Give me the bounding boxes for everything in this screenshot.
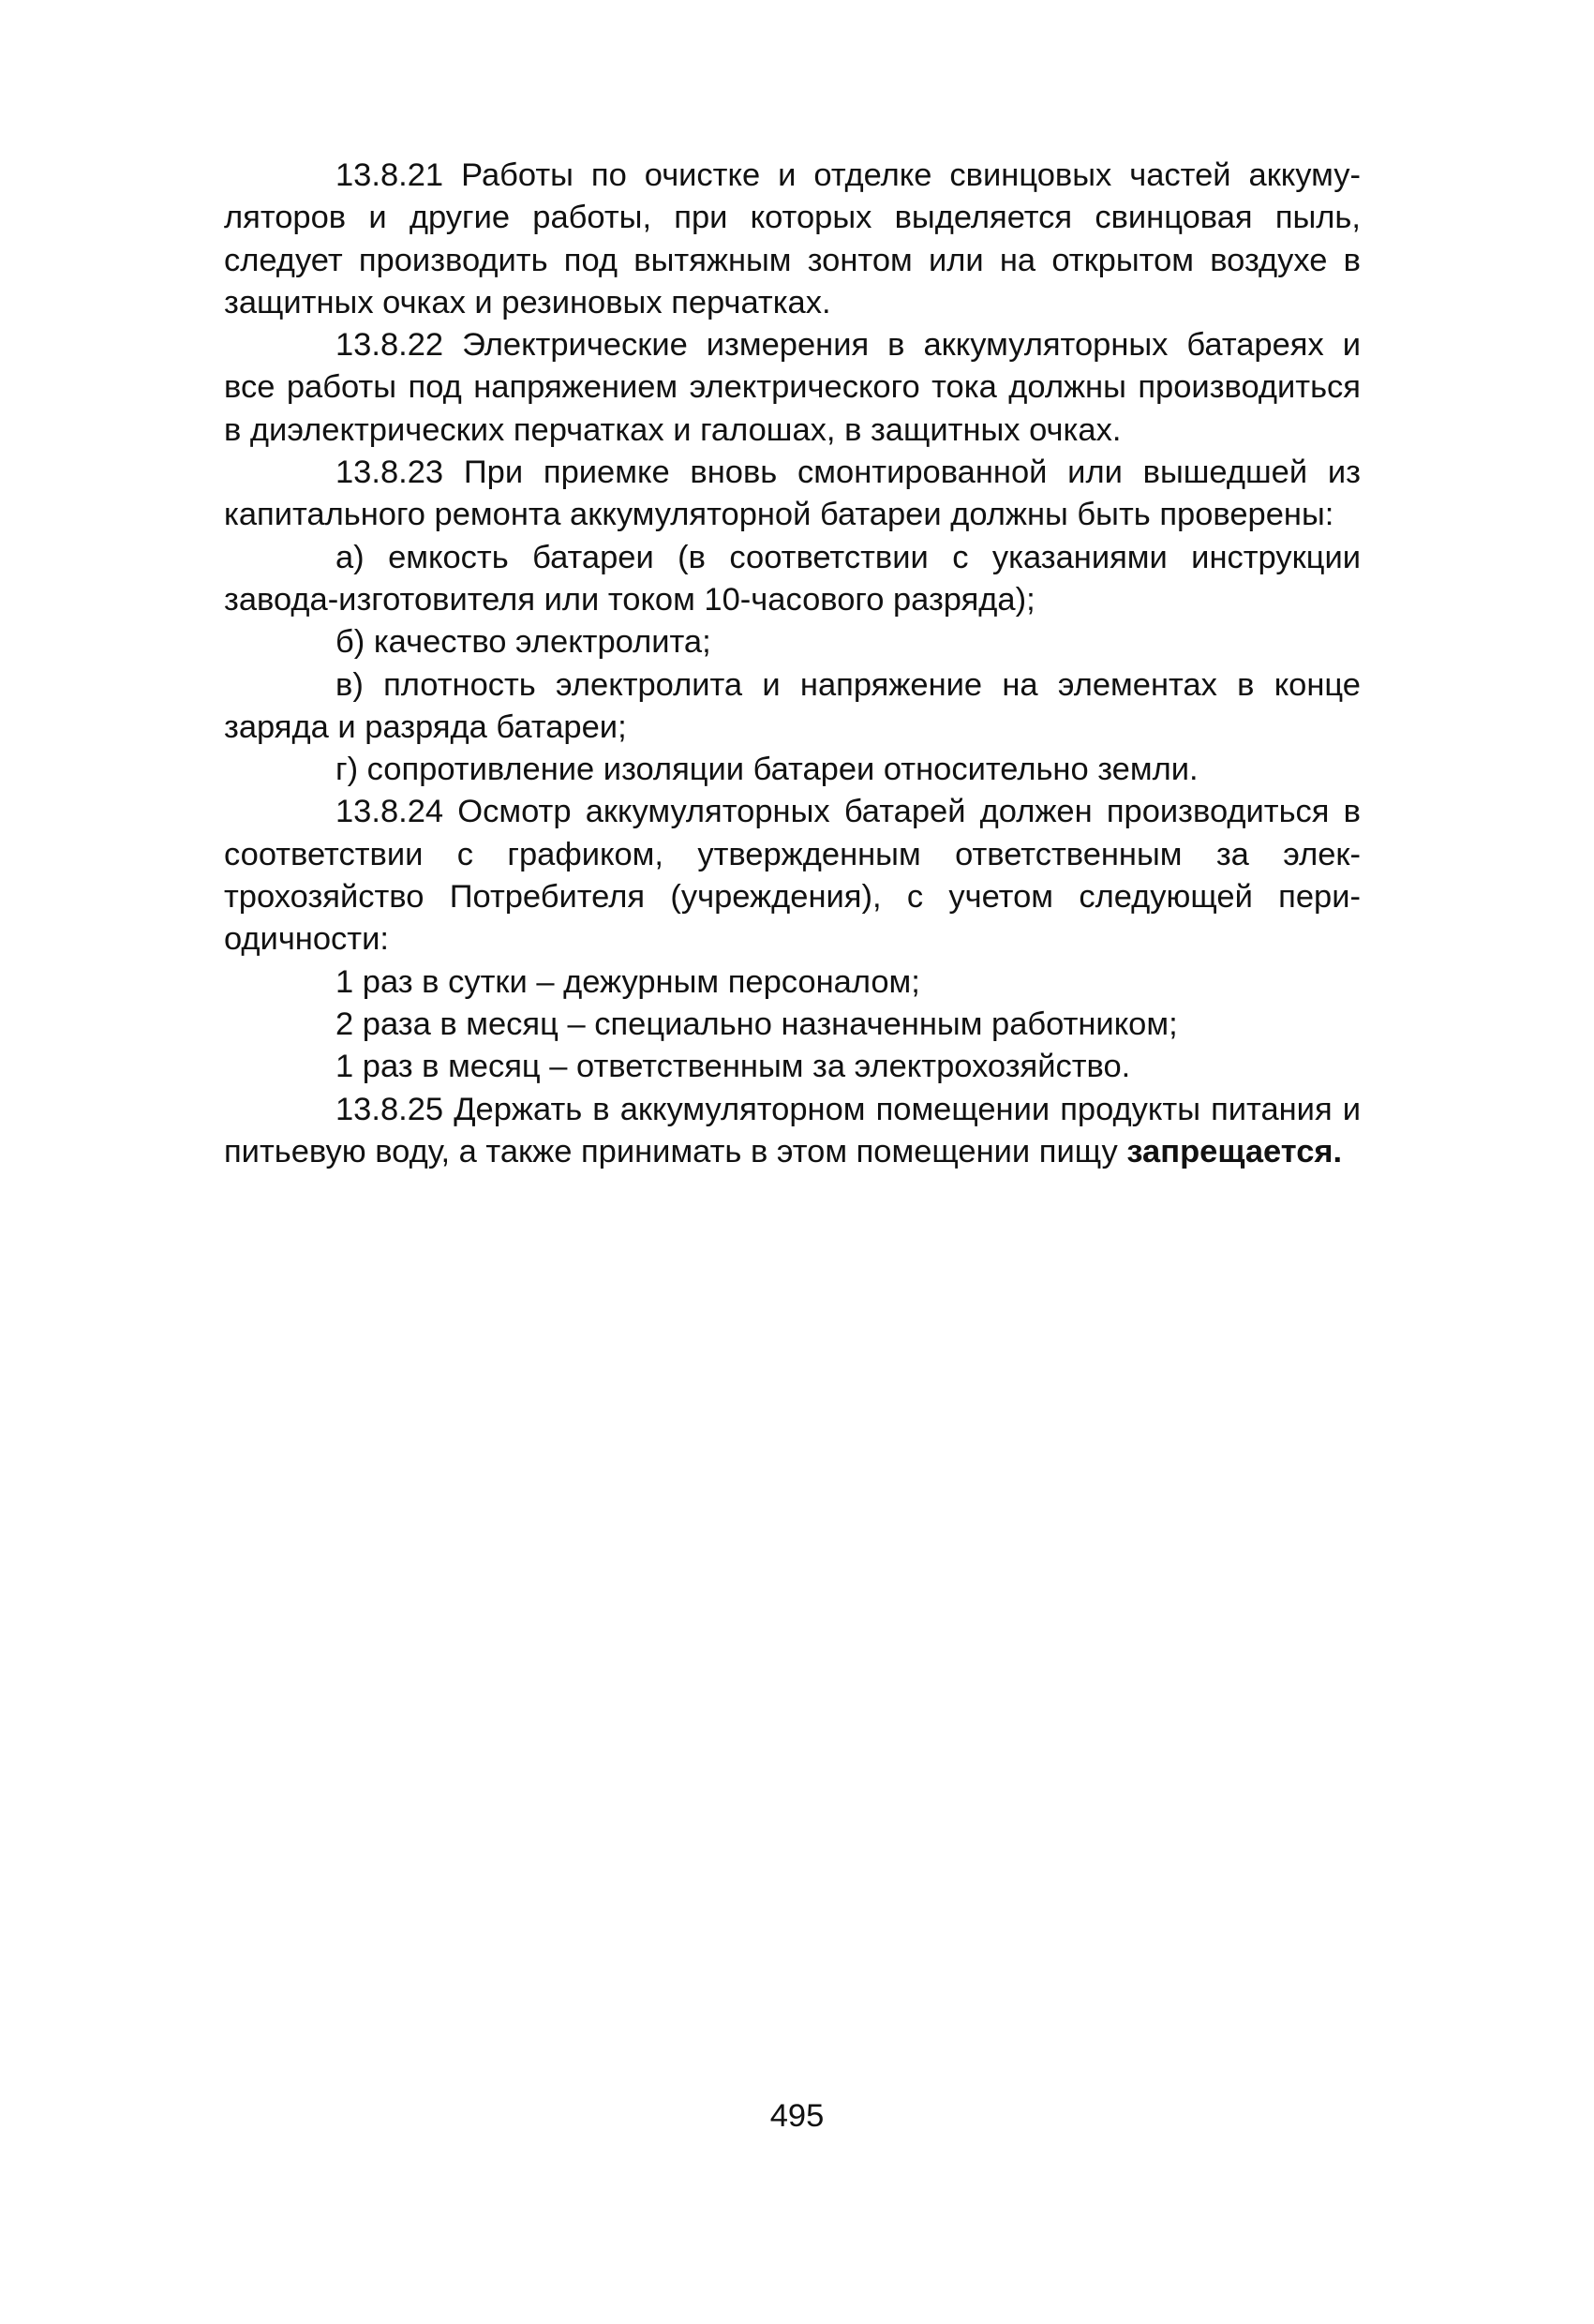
paragraph-13-8-24: 13.8.24 Осмотр аккумуляторных батарей должен производиться в соответствии с графиком, утвержденным ответственным за электрохозяйство Потребителя (учреждения), с учетом следующей периодичности:	[224, 794, 1361, 958]
list-item-b: б) качество электролита;	[335, 624, 711, 661]
prohibited-bold-word: запрещается.	[1126, 1133, 1343, 1169]
list-item-v: в) плотность электролита и напряжение на элементах в конце заряда и разряда батареи;	[224, 666, 1361, 745]
schedule-item-monthly: 1 раз в месяц – ответственным за электрохозяйство.	[335, 1049, 1131, 1085]
schedule-item-twice-monthly: 2 раза в месяц – специально назначенным работником;	[335, 1006, 1178, 1042]
paragraph-13-8-25	[224, 1089, 1361, 1174]
paragraph-13-8-22: 13.8.22 Электрические измерения в аккумуляторных батареях и все работы под напряжением электрического тока должны производиться в диэлектрических перчатках и галошах, в защитных очках.	[224, 327, 1361, 448]
paragraph-13-8-23: 13.8.23 При приемке вновь смонтированной или вышедшей из капитального ремонта аккумуляторной батареи должны быть проверены:	[224, 454, 1361, 533]
list-item-a: а) емкость батареи (в соответствии с указаниями инструкции завода-изготовителя или током 10-часового разряда);	[224, 539, 1361, 618]
page-body	[224, 155, 1361, 1173]
page-number: 495	[769, 2098, 825, 2134]
list-item-g: г) сопротивление изоляции батареи относительно земли.	[335, 752, 1199, 788]
paragraph-13-8-21: 13.8.21 Работы по очистке и отделке свинцовых частей аккумуляторов и другие работы, при которых выделяется свинцовая пыль, следует производить под вытяжным зонтом или на открытом воздухе в защитных очках и резиновых перчатках.	[224, 157, 1361, 320]
paragraph-13-8-25-text: 13.8.25 Держать в аккумуляторном помещении продукты питания и питьевую воду, а также принимать в этом помещении пищу	[224, 1091, 1361, 1169]
schedule-item-daily: 1 раз в сутки – дежурным персоналом;	[335, 963, 920, 1000]
